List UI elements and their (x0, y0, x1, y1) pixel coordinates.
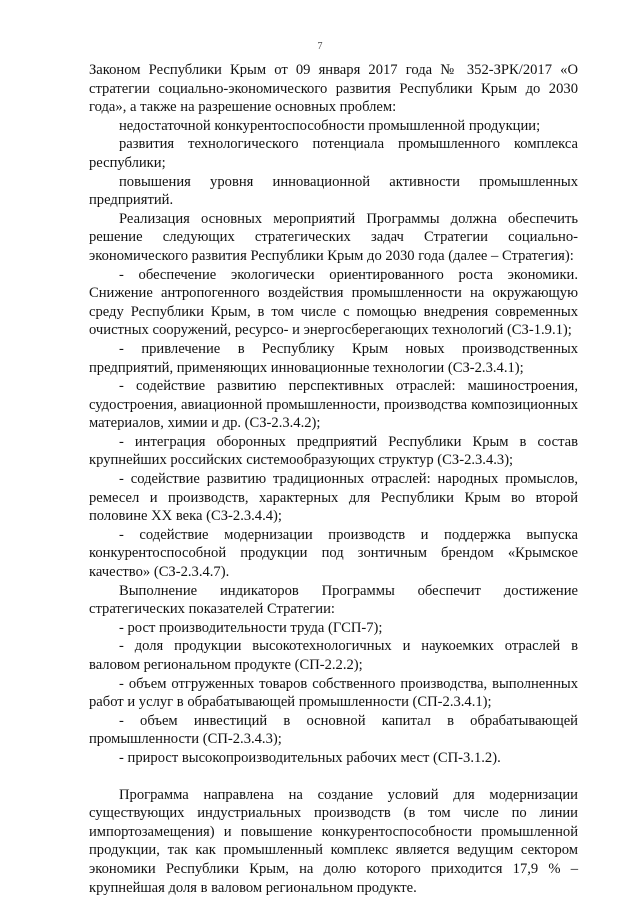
list-item: - объем инвестиций в основной капитал в обрабатывающей промышленности (СП-2.3.4.3); (89, 712, 578, 748)
paragraph: недостаточной конкурентоспособности промышленной продукции; (119, 117, 541, 134)
list-item: - прирост высокопроизводительных рабочих мест (СП-3.1.2). (119, 749, 501, 766)
paragraph: развития технологического потенциала промышленного комплекса республики; (89, 136, 578, 171)
paragraph: Выполнение индикаторов Программы обеспечит достижение стратегических показателей Стратегии: (89, 582, 578, 618)
paragraph-spacer (89, 768, 578, 786)
list-item: - привлечение в Республику Крым новых производственных предприятий, применяющих инновационные технологии (СЗ-2.3.4.1); (89, 340, 578, 376)
page-number: 7 (317, 41, 323, 52)
paragraph: повышения уровня инновационной активности промышленных предприятий. (89, 173, 578, 209)
list-item: - содействие модернизации производств и поддержка выпуска конкурентоспособной продукции под зонтичным брендом «Крымское качество» (СЗ-2.3.4.7). (89, 526, 578, 581)
paragraph: Программа направлена на создание условий для модернизации существующих индустриальных производств (в том числе по линии импортозамещения) и повышение конкурентоспособности промышленной продукции, так как промышленный комплекс является ведущим сектором экономики Республики Крым, на долю которого приходится 17,9 % – крупнейшая доля в валовом региональном продукте. (89, 786, 578, 896)
list-item: - обеспечение экологически ориентированного роста экономики. Снижение антропогенного воздействия промышленности на окружающую среду Республики Крым, в том числе с помощью внедрения современных очистных сооружений, ресурсо- и энергосберегающих технологий (СЗ-1.9.1); (89, 266, 578, 339)
list-item: - объем отгруженных товаров собственного производства, выполненных работ и услуг в обрабатывающей промышленности (СП-2.3.4.1); (89, 675, 578, 711)
list-item: - содействие развитию традиционных отраслей: народных промыслов, ремесел и производств, характерных для Республики Крым во второй половине XX века (СЗ-2.3.4.4); (89, 471, 578, 525)
list-item: - доля продукции высокотехнологичных и наукоемких отраслей в валовом региональном продукте (СП-2.2.2); (89, 638, 578, 673)
document-body (89, 61, 578, 897)
paragraph: Реализация основных мероприятий Программы должна обеспечить решение следующих стратегических задач Стратегии социально-экономического развития Республики Крым до 2030 года (далее – Стратегия): (89, 210, 578, 264)
list-item: - рост производительности труда (ГСП-7); (119, 619, 383, 636)
list-item: - интеграция оборонных предприятий Республики Крым в состав крупнейших российских системообразующих структур (СЗ-2.3.4.3); (89, 433, 578, 469)
paragraph: Законом Республики Крым от 09 января 2017 года № 352-ЗРК/2017 «О стратегии социально-экономического развития Республики Крым до 2030 года», а также на разрешение основных проблем: (89, 62, 578, 116)
list-item: - содействие развитию перспективных отраслей: машиностроения, судостроения, авиационной промышленности, производства композиционных материалов, химии и др. (СЗ-2.3.4.2); (89, 378, 578, 432)
